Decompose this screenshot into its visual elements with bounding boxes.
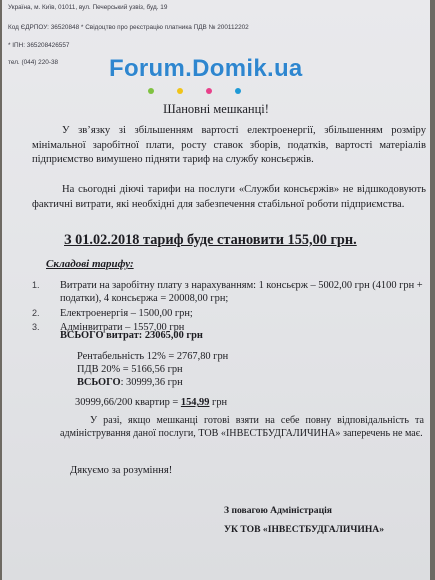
yellow-dot-icon bbox=[177, 88, 183, 94]
letter-title: Шановні мешканці! bbox=[163, 102, 269, 116]
per-flat-line: 30999,66/200 квартир = 154,99 грн bbox=[75, 397, 228, 408]
signature-line-1: З повагою Адміністрація bbox=[224, 505, 332, 516]
vat-line: ПДВ 20% = 5166,56 грн bbox=[77, 364, 183, 375]
header-address: Україна, м. Київ, 01011, вул. Печерський узвіз, буд. 19 bbox=[8, 4, 168, 11]
intro-paragraph-2: На сьогодні діючі тарифи на послуги «Служби консьєржів» не відшкодовують фактичні витрати, які необхідні для забезпечення стабільної роботи підприємства. bbox=[32, 184, 426, 210]
watermark-dots bbox=[148, 88, 268, 96]
blue-dot-icon bbox=[235, 88, 241, 94]
header-edrpou: Код ЄДРПОУ: 36520848 * Свідоцтво про реєстрацію платника ПДВ № 200112202 bbox=[8, 24, 249, 31]
components-list bbox=[32, 279, 424, 335]
total-costs: ВСЬОГО витрат: 23065,00 грн bbox=[60, 330, 203, 341]
list-item: 3. Адмінвитрати – 1557,00 грн bbox=[32, 322, 185, 334]
profitability-line: Рентабельність 12% = 2767,80 грн bbox=[77, 351, 229, 362]
tariff-headline: З 01.02.2018 тариф буде становити 155,00 грн. bbox=[64, 232, 357, 248]
components-title: Складові тарифу: bbox=[46, 258, 134, 270]
list-item: 2. Електроенергія – 1500,00 грн; bbox=[32, 307, 193, 319]
letter-sheet bbox=[2, 0, 430, 580]
header-ipn: * ІПН: 365208426557 bbox=[8, 42, 70, 49]
intro-paragraph-1: У зв’язку зі збільшенням вартості електроенергії, збільшенням розміру мінімальної заробітної плати, росту ставок зборів, податків, вартості матеріалів підприємство вимушено підняти тариф на службу консьєржів. bbox=[32, 125, 426, 165]
per-flat-result: 154,99 bbox=[180, 397, 210, 408]
watermark-logo: Forum.Domik.ua bbox=[109, 55, 303, 82]
green-dot-icon bbox=[148, 88, 154, 94]
notice-paragraph: У разі, якщо мешканці готові взяти на себе повну відповідальність та адміністрування даної послуги, ТОВ «ІНВЕСТБУДГАЛИЧИНА» заперечень не має. bbox=[60, 415, 424, 440]
header-phone: тел. (044) 220-38 bbox=[8, 59, 59, 66]
signature-line-2: УК ТОВ «ІНВЕСТБУДГАЛИЧИНА» bbox=[224, 524, 385, 535]
list-item: 1. Витрати на заробітну плату з нарахуванням: 1 консьєрж – 5002,00 грн (4100 грн + податки), 4 консьєржа = 20008,00 грн; bbox=[32, 280, 423, 305]
grand-total-line: ВСЬОГО: 30999,36 грн bbox=[77, 377, 183, 388]
thanks-line: Дякуємо за розуміння! bbox=[70, 465, 173, 476]
pink-dot-icon bbox=[206, 88, 212, 94]
